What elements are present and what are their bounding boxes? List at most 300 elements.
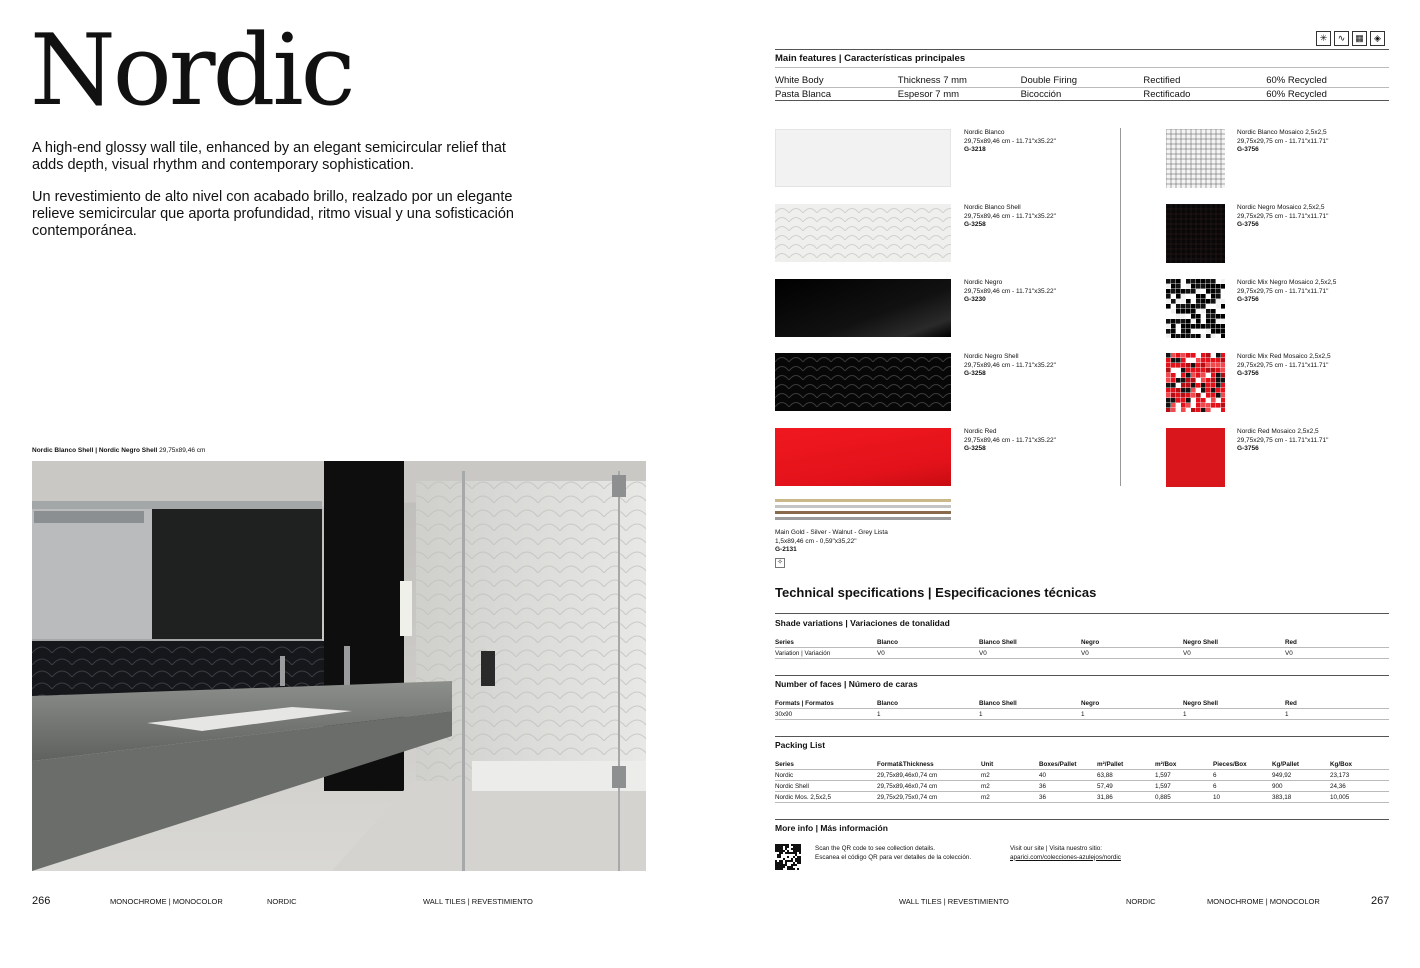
mosaic-chip: [1216, 353, 1221, 358]
mosaic-chip: [1216, 388, 1221, 393]
qr-module: [777, 866, 779, 868]
mosaic-chip: [1191, 289, 1196, 294]
mosaic-chip: [1176, 304, 1181, 309]
mosaic-chip: [1171, 284, 1176, 289]
qr-module: [775, 844, 777, 846]
qr-module: [789, 852, 791, 854]
intro-english: A high-end glossy wall tile, enhanced by an elegant semicircular relief that adds depth, visual rhythm and contemporary sophistication.: [32, 140, 506, 173]
mosaic-chip: [1166, 284, 1171, 289]
qr-module: [791, 864, 793, 866]
mosaic-chip: [1181, 309, 1186, 314]
mosaic-chip: [1186, 284, 1191, 289]
qr-module: [785, 848, 787, 850]
mosaic-chip: [1211, 329, 1216, 334]
mosaic-grid: [1166, 279, 1225, 338]
mosaic-chip: [1166, 324, 1171, 329]
tile-nordic-red: [775, 428, 951, 486]
mosaic-chip: [1191, 353, 1196, 358]
mosaic-chip: [1196, 363, 1201, 368]
qr-module: [783, 844, 785, 846]
mosaic-chip: [1166, 403, 1171, 408]
table-cell: V0: [1183, 650, 1191, 657]
mosaic-chip: [1211, 358, 1216, 363]
product-name: Nordic Red: [964, 428, 997, 435]
qr-module: [787, 868, 789, 870]
table-cell: Format&Thickness: [877, 761, 934, 768]
table-cell: V0: [877, 650, 885, 657]
qr-module: [779, 854, 781, 856]
table-cell: Negro: [1081, 639, 1100, 646]
mosaic-chip: [1221, 294, 1225, 299]
qr-module: [783, 850, 785, 852]
mosaic-chip: [1196, 378, 1201, 383]
table-row: [775, 648, 1389, 659]
silver-strip: [775, 505, 951, 508]
mosaic-chip: [1176, 383, 1181, 388]
mosaic-chip: [1181, 378, 1186, 383]
mosaic-chip: [1176, 363, 1181, 368]
mosaic-chip: [1191, 294, 1196, 299]
mosaic-chip: [1206, 284, 1211, 289]
site-link[interactable]: aparici.com/colecciones-azulejos/nordic: [1010, 853, 1121, 861]
mosaic-chip: [1216, 358, 1221, 363]
mosaic-chip: [1201, 378, 1206, 383]
mosaic-chip: [1176, 294, 1181, 299]
mosaic-code: G-3756: [1237, 296, 1259, 303]
mosaic-chip: [1186, 388, 1191, 393]
mosaic-chip: [1196, 398, 1201, 403]
product-size: 29,75x89,46 cm - 11.71"x35.22": [964, 212, 1056, 220]
product-size: 29,75x89,46 cm - 11.71"x35.22": [964, 361, 1056, 369]
qr-module: [779, 862, 781, 864]
qr-module: [777, 850, 779, 852]
qr-module: [775, 850, 777, 852]
qr-module: [793, 862, 795, 864]
mosaic-chip: [1206, 358, 1211, 363]
table-cell: Pieces/Box: [1213, 761, 1247, 768]
mosaic-chip: [1211, 393, 1216, 398]
mosaic-chip: [1206, 363, 1211, 368]
feature-cell: Espesor 7 mm: [897, 89, 960, 100]
mosaic-chip: [1211, 284, 1216, 289]
product-info: [964, 279, 1056, 305]
mosaic-chip: [1181, 299, 1186, 304]
mosaic-chip: [1166, 319, 1171, 324]
qr-module: [777, 862, 779, 864]
product-name: Nordic Blanco: [964, 129, 1005, 136]
table-cell: V0: [1081, 650, 1089, 657]
mosaic-chip: [1191, 383, 1196, 388]
qr-module: [785, 852, 787, 854]
mosaic-chip: [1206, 353, 1211, 358]
mosaic-chip: [1216, 378, 1221, 383]
table-cell: Nordic: [775, 772, 794, 779]
feature-cell: Bicocción: [1020, 89, 1062, 100]
divider: [775, 100, 1389, 101]
mosaic-chip: [1191, 314, 1196, 319]
table-cell: Kg/Box: [1330, 761, 1353, 768]
qr-module: [795, 846, 797, 848]
mosaic-chip: [1206, 334, 1211, 338]
mosaic-chip: [1181, 279, 1186, 284]
table-cell: 6: [1213, 783, 1217, 790]
mosaic-chip: [1191, 358, 1196, 363]
mosaic-chip: [1196, 403, 1201, 408]
qr-module: [791, 860, 793, 862]
qr-module: [779, 856, 781, 858]
qr-module: [793, 856, 795, 858]
mosaic-chip: [1216, 294, 1221, 299]
mosaic-chip: [1186, 279, 1191, 284]
table-cell: Blanco Shell: [979, 700, 1017, 707]
features-row-en: [775, 75, 1389, 86]
table-cell: Nordic Shell: [775, 783, 809, 790]
mosaic-code: G-3756: [1237, 370, 1259, 377]
mosaic-chip: [1166, 408, 1171, 412]
qr-module: [799, 856, 801, 858]
mosaic-chip: [1191, 398, 1196, 403]
mosaic-code: G-3756: [1237, 445, 1259, 452]
product-size: 29,75x89,46 cm - 11.71"x35.22": [964, 436, 1056, 444]
qr-module: [795, 858, 797, 860]
mosaic-chip: [1166, 294, 1171, 299]
table-cell: Blanco: [877, 700, 898, 707]
mosaic-chip: [1181, 289, 1186, 294]
qr-module: [799, 846, 801, 848]
mosaic-chip: [1171, 304, 1176, 309]
mosaic-code: G-3756: [1237, 221, 1259, 228]
feature-cell: Double Firing: [1020, 75, 1078, 86]
divider: [775, 67, 1389, 68]
qr-module: [781, 852, 783, 854]
mosaic-chip: [1201, 329, 1206, 334]
mosaic-chip: [1171, 388, 1176, 393]
snowflake-icon: ✳: [1316, 31, 1331, 46]
mosaic-info: [1237, 353, 1331, 379]
mosaic-chip: [1191, 408, 1196, 412]
mosaic-chip: [1216, 309, 1221, 314]
table-cell: m²/Pallet: [1097, 761, 1124, 768]
divider: [775, 613, 1389, 614]
qr-module: [775, 866, 777, 868]
table-cell: Nordic Mos. 2,5x2,5: [775, 794, 831, 801]
table-header: [775, 759, 1389, 770]
mosaic-chip: [1181, 324, 1186, 329]
mosaic-chip: [1216, 403, 1221, 408]
qr-module: [777, 856, 779, 858]
product-code: G-3218: [964, 146, 986, 153]
mosaic-chip: [1176, 319, 1181, 324]
right-footer-series: NORDIC: [1126, 897, 1156, 906]
photo-caption: [32, 447, 205, 454]
qr-module: [791, 858, 793, 860]
qr-module: [777, 848, 779, 850]
qr-module: [777, 864, 779, 866]
qr-module: [779, 844, 781, 846]
feature-cell: Thickness 7 mm: [897, 75, 967, 86]
left-page-number: 266: [32, 895, 51, 907]
table-cell: Blanco Shell: [979, 639, 1017, 646]
mosaic-chip: [1216, 393, 1221, 398]
mosaic-chip: [1186, 304, 1191, 309]
mosaic-chip: [1176, 299, 1181, 304]
gold-strip: [775, 499, 951, 502]
table-row: [775, 709, 1389, 720]
mosaic-blanco: [1166, 129, 1225, 188]
table-cell: Unit: [981, 761, 994, 768]
mosaic-chip: [1221, 309, 1225, 314]
mosaic-chip: [1181, 319, 1186, 324]
qr-module: [775, 862, 777, 864]
mosaic-chip: [1216, 329, 1221, 334]
mosaic-chip: [1216, 383, 1221, 388]
mosaic-chip: [1171, 314, 1176, 319]
mosaic-chip: [1186, 398, 1191, 403]
tile-pattern-icon: ✧: [775, 558, 785, 568]
mosaic-chip: [1171, 393, 1176, 398]
qr-module: [781, 862, 783, 864]
table-cell: Formats | Formatos: [775, 700, 834, 707]
mosaic-chip: [1176, 284, 1181, 289]
mosaic-chip: [1191, 279, 1196, 284]
qr-module: [795, 854, 797, 856]
mosaic-chip: [1176, 353, 1181, 358]
qr-code-graphic: [775, 844, 801, 870]
table-cell: V0: [979, 650, 987, 657]
lista-strips: [775, 499, 951, 523]
mosaic-chip: [1176, 373, 1181, 378]
mosaic-chip: [1221, 279, 1225, 284]
table-cell: 949,92: [1272, 772, 1292, 779]
product-size: 29,75x89,46 cm - 11.71"x35.22": [964, 137, 1056, 145]
mosaic-chip: [1171, 353, 1176, 358]
table-row: [775, 781, 1389, 792]
divider: [775, 675, 1389, 676]
left-footer-type: WALL TILES | REVESTIMIENTO: [423, 897, 533, 906]
tech-spec-title: Technical specifications | Especificaciones técnicas: [775, 585, 1097, 600]
bathroom-scene: [32, 461, 646, 871]
mosaic-chip: [1221, 398, 1225, 403]
table-cell: Kg/Pallet: [1272, 761, 1299, 768]
qr-module: [781, 850, 783, 852]
mosaic-chip: [1171, 329, 1176, 334]
mosaic-chip: [1211, 279, 1216, 284]
mosaic-chip: [1166, 378, 1171, 383]
mosaic-chip: [1201, 403, 1206, 408]
mosaic-chip: [1176, 358, 1181, 363]
qr-module: [793, 850, 795, 852]
mosaic-chip: [1181, 353, 1186, 358]
mosaic-chip: [1221, 289, 1225, 294]
mosaic-chip: [1206, 388, 1211, 393]
mosaic-chip: [1196, 279, 1201, 284]
left-footer-series: NORDIC: [267, 897, 297, 906]
mosaic-info: [1237, 204, 1328, 230]
table-cell: Red: [1285, 639, 1297, 646]
mosaic-grid: [1166, 129, 1225, 188]
divider: [775, 819, 1389, 820]
qr-module: [787, 856, 789, 858]
qr-module: [777, 846, 779, 848]
mosaic-chip: [1181, 383, 1186, 388]
column-separator: [1120, 128, 1121, 486]
mosaic-chip: [1186, 309, 1191, 314]
mosaic-chip: [1176, 289, 1181, 294]
mosaic-chip: [1166, 353, 1171, 358]
mosaic-chip: [1186, 358, 1191, 363]
mosaic-chip: [1201, 294, 1206, 299]
mosaic-chip: [1171, 289, 1176, 294]
right-page-number: 267: [1371, 895, 1390, 907]
mosaic-chip: [1211, 324, 1216, 329]
mosaic-chip: [1221, 324, 1225, 329]
mosaic-chip: [1191, 378, 1196, 383]
mosaic-name: Nordic Mix Negro: [1237, 279, 1288, 286]
mosaic-chip: [1196, 353, 1201, 358]
mosaic-size: 29,75x29,75 cm - 11.71"x11.71": [1237, 212, 1329, 220]
mosaic-chip: [1221, 284, 1225, 289]
table-cell: 40: [1039, 772, 1047, 779]
mosaic-chip: [1186, 383, 1191, 388]
mosaic-chip: [1186, 319, 1191, 324]
mosaic-chip: [1211, 373, 1216, 378]
mosaic-chip: [1191, 334, 1196, 338]
feature-cell: White Body: [775, 75, 824, 86]
mosaic-info: [1237, 428, 1328, 454]
mosaic-chip: [1221, 388, 1225, 393]
mosaic-chip: [1211, 398, 1216, 403]
table-cell: V0: [1285, 650, 1293, 657]
scan-instructions: [815, 845, 971, 862]
mosaic-chip: [1171, 383, 1176, 388]
mosaic-chip: [1186, 289, 1191, 294]
qr-module: [785, 864, 787, 866]
qr-module: [785, 846, 787, 848]
qr-module: [787, 846, 789, 848]
qr-module: [785, 860, 787, 862]
mosaic-name: Nordic Negro: [1237, 204, 1276, 211]
mosaic-chip: [1176, 408, 1181, 412]
qr-module: [779, 860, 781, 862]
feature-cell: Rectificado: [1143, 89, 1191, 100]
qr-module: [793, 848, 795, 850]
mosaic-chip: [1186, 393, 1191, 398]
mosaic-chip: [1211, 334, 1216, 338]
mosaic-chip: [1216, 284, 1221, 289]
mosaic-chip: [1191, 368, 1196, 373]
packing-title: Packing List: [775, 740, 826, 750]
divider: [775, 87, 1389, 88]
tile-nordic-blanco-shell: [775, 204, 951, 262]
mosaic-chip: [1216, 314, 1221, 319]
mosaic-chip: [1211, 304, 1216, 309]
mosaic-chip: [1211, 378, 1216, 383]
mosaic-chip: [1171, 319, 1176, 324]
mosaic-chip: [1186, 363, 1191, 368]
mosaic-chip: [1191, 284, 1196, 289]
mosaic-chip: [1176, 334, 1181, 338]
mosaic-chip: [1216, 408, 1221, 412]
mosaic-chip: [1216, 319, 1221, 324]
main-features-title: Main features | Características principales: [775, 53, 966, 64]
mosaic-chip: [1181, 284, 1186, 289]
more-info-title: More info | Más información: [775, 823, 888, 833]
mosaic-chip: [1211, 383, 1216, 388]
mosaic-chip: [1201, 314, 1206, 319]
mosaic-chip: [1191, 388, 1196, 393]
mosaic-chip: [1201, 383, 1206, 388]
mosaic-chip: [1166, 309, 1171, 314]
mosaic-chip: [1166, 373, 1171, 378]
product-code: G-3258: [964, 221, 986, 228]
qr-module: [799, 852, 801, 854]
qr-code[interactable]: [775, 844, 801, 870]
mosaic-chip: [1221, 403, 1225, 408]
table-cell: m2: [981, 794, 990, 801]
mosaic-chip: [1171, 309, 1176, 314]
mosaic-chip: [1196, 284, 1201, 289]
mosaic-chip: [1186, 299, 1191, 304]
mosaic-chip: [1181, 304, 1186, 309]
mosaic-chip: [1171, 368, 1176, 373]
mosaic-chip: [1196, 358, 1201, 363]
mosaic-chip: [1196, 408, 1201, 412]
mosaic-chip: [1201, 373, 1206, 378]
visit-label: Visit our site | Visita nuestro sitio:: [1010, 845, 1103, 852]
mosaic-chip: [1201, 334, 1206, 338]
table-cell: Series: [775, 639, 794, 646]
mosaic-chip: [1176, 393, 1181, 398]
table-cell: m2: [981, 772, 990, 779]
mosaic-chip: [1221, 378, 1225, 383]
mosaic-chip: [1201, 304, 1206, 309]
mosaic-chip: [1221, 408, 1225, 412]
qr-module: [799, 850, 801, 852]
packing-table: [775, 759, 1389, 803]
qr-module: [781, 844, 783, 846]
table-cell: 23,173: [1330, 772, 1350, 779]
mosaic-chip: [1216, 289, 1221, 294]
feature-cell: 60% Recycled: [1266, 75, 1327, 86]
mosaic-chip: [1186, 294, 1191, 299]
mosaic-chip: [1211, 388, 1216, 393]
mosaic-chip: [1206, 403, 1211, 408]
qr-module: [791, 844, 793, 846]
mosaic-chip: [1181, 403, 1186, 408]
mosaic-chip: [1186, 378, 1191, 383]
mosaic-chip: [1221, 319, 1225, 324]
qr-module: [775, 868, 777, 870]
mosaic-chip: [1201, 358, 1206, 363]
mosaic-chip: [1196, 334, 1201, 338]
mosaic-chip: [1166, 388, 1171, 393]
table-header: [775, 698, 1389, 709]
mosaic-chip: [1181, 408, 1186, 412]
lista-size: 1,5x89,46 cm - 0,59"x35,22": [775, 537, 857, 545]
table-cell: 30x90: [775, 711, 793, 718]
mosaic-chip: [1221, 393, 1225, 398]
qr-module: [787, 860, 789, 862]
qr-module: [797, 860, 799, 862]
mosaic-chip: [1181, 373, 1186, 378]
table-cell: 31,86: [1097, 794, 1113, 801]
mosaic-chip: [1186, 353, 1191, 358]
mosaic-chip: [1216, 373, 1221, 378]
mosaic-chip: [1166, 299, 1171, 304]
mosaic-chip: [1206, 294, 1211, 299]
table-row: [775, 792, 1389, 803]
qr-module: [795, 848, 797, 850]
